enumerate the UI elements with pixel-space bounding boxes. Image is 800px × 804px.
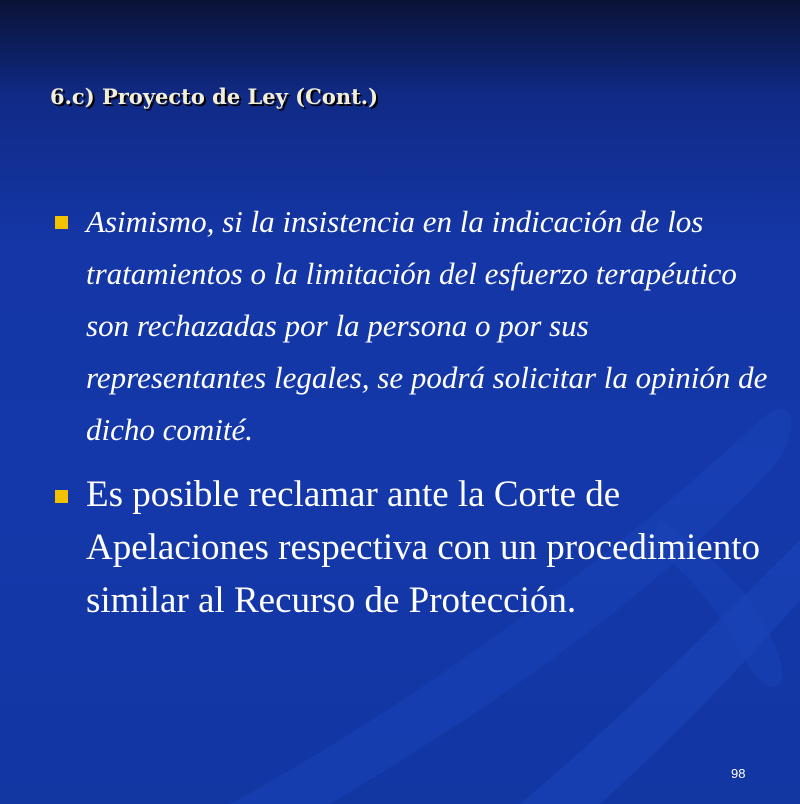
bullet-list: [50, 196, 770, 627]
bullet-text: Asimismo, si la insistencia en la indicación de los tratamientos o la limitación del esfuerzo terapéutico son rechazadas por la persona o por sus representantes legales, se podrá solicitar la opinión de dicho comité.: [86, 204, 768, 447]
page-number: 98: [731, 766, 746, 781]
bullet-item: [50, 196, 770, 456]
square-bullet-icon: [55, 216, 68, 229]
slide-title: 6.c) Proyecto de Ley (Cont.): [50, 84, 379, 109]
bullet-item: [50, 468, 770, 627]
square-bullet-icon: [55, 490, 68, 503]
bullet-text: Es posible reclamar ante la Corte de Apelaciones respectiva con un procedimiento similar al Recurso de Protección.: [86, 474, 760, 621]
